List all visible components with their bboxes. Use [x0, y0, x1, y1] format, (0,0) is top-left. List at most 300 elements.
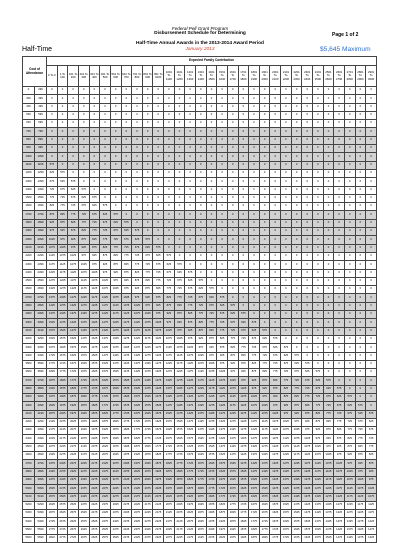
award-cell: 0: [366, 269, 377, 277]
award-cell: 0: [366, 228, 377, 236]
award-cell: 2075: [68, 427, 79, 435]
award-cell: 0: [78, 169, 89, 177]
award-cell: 825: [142, 277, 153, 285]
award-cell: 1175: [355, 501, 366, 509]
award-cell: 1325: [259, 452, 270, 460]
award-cell: 825: [195, 319, 206, 327]
award-cell: 1925: [206, 510, 217, 518]
award-cell: 1375: [121, 352, 132, 360]
table-row: [23, 493, 377, 501]
award-cell: 0: [334, 377, 345, 385]
coa-to: 3399: [35, 344, 47, 352]
coa-to: 3999: [35, 393, 47, 401]
award-cell: 0: [121, 161, 132, 169]
award-cell: 1125: [302, 452, 313, 460]
award-cell: 2375: [100, 501, 111, 509]
award-cell: 0: [344, 360, 355, 368]
coa-to: 3699: [35, 369, 47, 377]
coa-to: 5299: [35, 501, 47, 509]
award-cell: 1475: [206, 435, 217, 443]
award-cell: 1625: [100, 377, 111, 385]
award-cell: 1025: [281, 418, 292, 426]
table-row: [23, 120, 377, 128]
coa-to: 4099: [35, 402, 47, 410]
award-cell: 2275: [47, 443, 58, 451]
award-cell: 1525: [270, 493, 281, 501]
award-cell: 0: [344, 377, 355, 385]
award-cell: 1325: [153, 369, 164, 377]
award-cell: 2575: [89, 526, 100, 534]
award-cell: 925: [185, 327, 196, 335]
award-cell: 0: [270, 311, 281, 319]
award-cell: 1575: [238, 476, 249, 484]
award-cell: 1325: [142, 360, 153, 368]
award-cell: 0: [259, 311, 270, 319]
award-cell: 0: [47, 95, 58, 103]
award-cell: 925: [142, 294, 153, 302]
award-cell: 1425: [334, 526, 345, 534]
coa-from: 4600: [23, 452, 35, 460]
award-cell: 1675: [217, 476, 228, 484]
award-cell: 0: [259, 161, 270, 169]
award-cell: 1225: [132, 335, 143, 343]
award-cell: 0: [259, 169, 270, 177]
award-cell: 1225: [100, 311, 111, 319]
table-row: [23, 277, 377, 285]
award-cell: 0: [366, 169, 377, 177]
award-cell: 2275: [57, 452, 68, 460]
award-cell: 1675: [185, 452, 196, 460]
efc-range-header: 2201 To 2300: [291, 66, 302, 87]
coa-to: 2099: [35, 236, 47, 244]
award-cell: 1625: [281, 518, 292, 526]
award-cell: 0: [323, 145, 334, 153]
award-cell: 0: [174, 219, 185, 227]
enrollment-status: Half-Time: [22, 46, 53, 53]
award-cell: 0: [132, 145, 143, 153]
award-cell: 1025: [164, 327, 175, 335]
award-cell: 2025: [206, 526, 217, 534]
award-cell: 575: [47, 161, 58, 169]
award-cell: 0: [195, 136, 206, 144]
award-cell: 1325: [227, 427, 238, 435]
award-cell: 775: [334, 418, 345, 426]
award-cell: 1025: [344, 468, 355, 476]
award-cell: 975: [217, 360, 228, 368]
award-cell: 675: [89, 211, 100, 219]
award-cell: 1675: [164, 435, 175, 443]
award-cell: 725: [110, 236, 121, 244]
award-cell: 2075: [78, 435, 89, 443]
award-cell: 1475: [323, 526, 334, 534]
award-cell: 625: [366, 418, 377, 426]
schedule-subtitle: Half-Time Annual Awards in the 2013-2014 Award Period: [136, 41, 264, 46]
award-cell: 0: [238, 136, 249, 144]
award-cell: 975: [291, 418, 302, 426]
award-cell: 1825: [206, 493, 217, 501]
award-cell: 925: [281, 402, 292, 410]
award-cell: 875: [68, 228, 79, 236]
award-cell: 0: [174, 169, 185, 177]
award-cell: 1325: [313, 493, 324, 501]
coa-from: 3500: [23, 360, 35, 368]
award-cell: 825: [259, 369, 270, 377]
award-cell: 0: [78, 111, 89, 119]
award-cell: 975: [47, 228, 58, 236]
award-cell: 875: [270, 385, 281, 393]
award-cell: 2125: [174, 518, 185, 526]
award-cell: 2425: [47, 468, 58, 476]
award-cell: 0: [153, 169, 164, 177]
award-cell: 1125: [185, 360, 196, 368]
award-cell: 2325: [57, 460, 68, 468]
coa-from: 1300: [23, 178, 35, 186]
award-cell: 0: [344, 286, 355, 294]
award-cell: 0: [302, 302, 313, 310]
coa-from: 2400: [23, 269, 35, 277]
award-cell: 2275: [132, 510, 143, 518]
award-cell: 1025: [174, 335, 185, 343]
table-row: [23, 302, 377, 310]
award-cell: 1575: [313, 535, 324, 543]
award-cell: 0: [366, 87, 377, 95]
award-cell: 1775: [270, 535, 281, 543]
award-cell: 0: [334, 128, 345, 136]
award-cell: 1475: [142, 385, 153, 393]
award-cell: 2075: [174, 510, 185, 518]
award-cell: 725: [164, 277, 175, 285]
award-cell: 675: [100, 219, 111, 227]
award-cell: 1175: [110, 311, 121, 319]
award-cell: 975: [366, 476, 377, 484]
award-cell: 1525: [121, 377, 132, 385]
award-cell: 0: [185, 236, 196, 244]
award-cell: 1625: [110, 385, 121, 393]
award-cell: 0: [323, 302, 334, 310]
award-cell: 1175: [323, 476, 334, 484]
award-cell: 0: [217, 211, 228, 219]
award-cell: 2425: [68, 485, 79, 493]
coa-to: 4899: [35, 468, 47, 476]
award-cell: 825: [100, 244, 111, 252]
award-cell: 1925: [174, 485, 185, 493]
award-cell: 625: [227, 311, 238, 319]
award-cell: 0: [334, 360, 345, 368]
efc-range-header: 2301 To 2400: [302, 66, 313, 87]
award-cell: 2125: [78, 443, 89, 451]
table-row: [23, 335, 377, 343]
award-cell: 0: [132, 136, 143, 144]
award-cell: 0: [217, 286, 228, 294]
award-cell: 1025: [57, 244, 68, 252]
award-cell: 0: [57, 136, 68, 144]
coa-from: 2700: [23, 294, 35, 302]
award-cell: 675: [195, 294, 206, 302]
award-cell: 1125: [47, 252, 58, 260]
award-cell: 1875: [153, 460, 164, 468]
award-cell: 1975: [142, 468, 153, 476]
award-cell: 0: [238, 145, 249, 153]
award-cell: 875: [344, 443, 355, 451]
award-cell: 625: [355, 410, 366, 418]
award-cell: 0: [270, 269, 281, 277]
efc-range-header: 1401 To 1500: [206, 66, 217, 87]
award-cell: 775: [153, 277, 164, 285]
award-cell: 0: [281, 302, 292, 310]
award-cell: 0: [334, 103, 345, 111]
award-cell: 875: [121, 269, 132, 277]
award-cell: 775: [259, 360, 270, 368]
award-cell: 1875: [174, 476, 185, 484]
table-row: [23, 377, 377, 385]
award-cell: 1625: [185, 443, 196, 451]
award-cell: 0: [153, 161, 164, 169]
award-cell: 2375: [57, 468, 68, 476]
award-cell: 1025: [153, 319, 164, 327]
award-cell: 1125: [164, 344, 175, 352]
coa-from: 4800: [23, 468, 35, 476]
award-cell: 775: [270, 369, 281, 377]
award-cell: 1425: [121, 360, 132, 368]
award-cell: 1825: [78, 393, 89, 401]
award-cell: 0: [110, 186, 121, 194]
award-cell: 1625: [217, 468, 228, 476]
award-cell: 1875: [227, 518, 238, 526]
award-cell: 975: [206, 352, 217, 360]
coa-from: 2800: [23, 302, 35, 310]
award-cell: 0: [142, 103, 153, 111]
award-cell: 2575: [57, 501, 68, 509]
award-cell: 2275: [68, 460, 79, 468]
award-cell: 1025: [78, 261, 89, 269]
efc-range-header: 1801 To 1900: [249, 66, 260, 87]
coa-to: 4299: [35, 418, 47, 426]
award-cell: 1975: [164, 485, 175, 493]
award-cell: 675: [270, 352, 281, 360]
award-cell: 1325: [344, 518, 355, 526]
table-row: [23, 526, 377, 534]
award-cell: 0: [302, 128, 313, 136]
award-cell: 825: [344, 435, 355, 443]
award-cell: 725: [227, 327, 238, 335]
award-cell: 725: [68, 203, 79, 211]
coa-to: 1099: [35, 153, 47, 161]
efc-range-header: 701 To 800: [132, 66, 143, 87]
award-cell: 975: [110, 277, 121, 285]
award-cell: 0: [281, 211, 292, 219]
award-cell: 1575: [249, 485, 260, 493]
coa-from: 1400: [23, 186, 35, 194]
award-cell: 0: [153, 219, 164, 227]
award-cell: 1425: [249, 460, 260, 468]
award-cell: 0: [323, 236, 334, 244]
award-cell: 0: [68, 161, 79, 169]
coa-to: 5699: [35, 535, 47, 543]
award-cell: 0: [238, 244, 249, 252]
award-cell: 1125: [174, 352, 185, 360]
award-cell: 1375: [132, 360, 143, 368]
award-cell: 575: [195, 277, 206, 285]
award-cell: 0: [121, 95, 132, 103]
award-cell: 1675: [89, 377, 100, 385]
award-cell: 1025: [195, 352, 206, 360]
award-cell: 0: [334, 95, 345, 103]
award-cell: 0: [270, 261, 281, 269]
award-cell: 1425: [142, 377, 153, 385]
award-cell: 0: [174, 228, 185, 236]
award-cell: 1175: [174, 360, 185, 368]
award-cell: 2025: [217, 535, 228, 543]
award-cell: 0: [259, 186, 270, 194]
table-row: [23, 87, 377, 95]
award-cell: 0: [291, 186, 302, 194]
award-cell: 1325: [132, 352, 143, 360]
award-cell: 0: [206, 219, 217, 227]
coa-from: 4900: [23, 476, 35, 484]
award-cell: 675: [323, 393, 334, 401]
award-cell: 1225: [355, 510, 366, 518]
award-cell: 2025: [142, 476, 153, 484]
award-cell: 2025: [153, 485, 164, 493]
award-cell: 0: [281, 128, 292, 136]
coa-from: 5200: [23, 501, 35, 509]
award-cell: 0: [323, 277, 334, 285]
award-cell: 0: [344, 369, 355, 377]
award-cell: 675: [78, 203, 89, 211]
award-cell: 0: [132, 128, 143, 136]
award-cell: 1475: [164, 402, 175, 410]
award-cell: 0: [270, 186, 281, 194]
award-cell: 1375: [68, 311, 79, 319]
award-cell: 1725: [195, 468, 206, 476]
award-cell: 2175: [78, 452, 89, 460]
award-cell: 0: [313, 95, 324, 103]
award-cell: 0: [217, 169, 228, 177]
coa-from: 3400: [23, 352, 35, 360]
award-cell: 0: [227, 111, 238, 119]
award-cell: 0: [366, 236, 377, 244]
award-cell: 0: [291, 87, 302, 95]
award-cell: 2525: [89, 518, 100, 526]
award-cell: 0: [344, 269, 355, 277]
award-cell: 1225: [153, 352, 164, 360]
award-cell: 1725: [142, 427, 153, 435]
award-cell: 1775: [153, 443, 164, 451]
award-cell: 0: [270, 178, 281, 186]
award-cell: 0: [249, 302, 260, 310]
award-cell: 0: [206, 277, 217, 285]
award-cell: 0: [313, 194, 324, 202]
award-cell: 1425: [110, 352, 121, 360]
award-cell: 2125: [153, 501, 164, 509]
award-cell: 1725: [238, 501, 249, 509]
award-cell: 0: [313, 327, 324, 335]
award-cell: 1675: [132, 410, 143, 418]
award-cell: 1175: [270, 435, 281, 443]
award-cell: 0: [313, 344, 324, 352]
award-cell: 0: [259, 228, 270, 236]
award-cell: 0: [249, 136, 260, 144]
award-cell: 775: [323, 410, 334, 418]
award-cell: 1225: [334, 493, 345, 501]
award-cell: 0: [323, 111, 334, 119]
award-cell: 0: [334, 120, 345, 128]
award-cell: 0: [164, 169, 175, 177]
award-cell: 0: [174, 136, 185, 144]
award-cell: 1175: [313, 468, 324, 476]
award-cell: 0: [281, 136, 292, 144]
award-cell: 0: [238, 169, 249, 177]
award-cell: 0: [313, 360, 324, 368]
award-cell: 0: [291, 194, 302, 202]
award-cell: 0: [334, 87, 345, 95]
award-cell: 875: [366, 460, 377, 468]
award-cell: 0: [185, 194, 196, 202]
award-cell: 0: [366, 344, 377, 352]
award-cell: 2025: [132, 468, 143, 476]
award-cell: 0: [302, 344, 313, 352]
award-cell: 1075: [291, 435, 302, 443]
award-cell: 725: [259, 352, 270, 360]
award-cell: 0: [206, 261, 217, 269]
award-cell: 2025: [185, 510, 196, 518]
award-cell: 825: [217, 335, 228, 343]
award-cell: 0: [238, 277, 249, 285]
award-cell: 0: [323, 286, 334, 294]
award-cell: 1475: [217, 443, 228, 451]
award-cell: 0: [291, 261, 302, 269]
award-cell: 2275: [100, 485, 111, 493]
award-cell: 2475: [78, 501, 89, 509]
award-cell: 0: [217, 203, 228, 211]
table-row: [23, 435, 377, 443]
award-cell: 1525: [291, 510, 302, 518]
award-cell: 0: [78, 95, 89, 103]
award-cell: 1525: [110, 369, 121, 377]
award-cell: 625: [259, 335, 270, 343]
award-cell: 1975: [227, 535, 238, 543]
award-cell: 1625: [227, 476, 238, 484]
award-cell: 0: [313, 211, 324, 219]
award-cell: 0: [313, 335, 324, 343]
award-cell: 0: [164, 161, 175, 169]
award-cell: 1225: [174, 369, 185, 377]
award-cell: 2075: [110, 460, 121, 468]
award-cell: 825: [206, 327, 217, 335]
award-cell: 575: [68, 178, 79, 186]
award-cell: 0: [281, 244, 292, 252]
award-cell: 2325: [132, 518, 143, 526]
award-cell: 0: [100, 111, 111, 119]
award-cell: 1825: [89, 402, 100, 410]
award-cell: 1975: [174, 493, 185, 501]
award-cell: 1825: [217, 501, 228, 509]
award-cell: 1075: [195, 360, 206, 368]
award-cell: 875: [291, 402, 302, 410]
award-cell: 0: [68, 128, 79, 136]
efc-range-header: 1501 To 1600: [217, 66, 228, 87]
award-cell: 1075: [334, 468, 345, 476]
award-cell: 1675: [206, 468, 217, 476]
award-cell: 575: [355, 402, 366, 410]
award-cell: 0: [153, 95, 164, 103]
award-cell: 1325: [281, 468, 292, 476]
award-cell: 1175: [259, 427, 270, 435]
award-cell: 0: [78, 145, 89, 153]
award-cell: 0: [355, 211, 366, 219]
award-cell: 0: [259, 136, 270, 144]
award-cell: 1175: [281, 443, 292, 451]
